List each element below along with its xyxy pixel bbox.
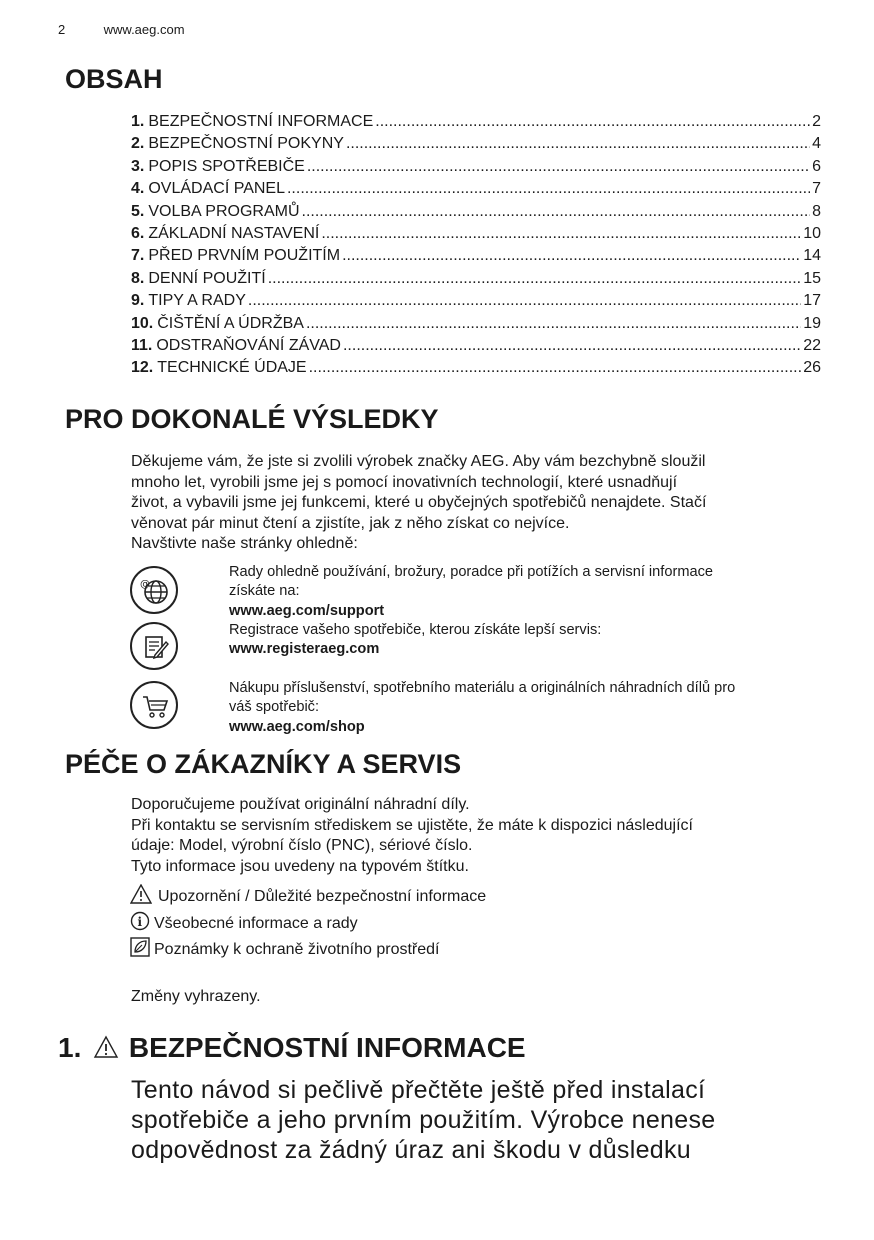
service-line: Při kontaktu se servisním střediskem se ujistěte, že máte k dispozici následující [131, 816, 693, 834]
shop-text: váš spotřebič: [229, 699, 320, 716]
toc-item-number: 7. [131, 247, 145, 265]
toc-item-page: 17 [803, 292, 821, 310]
toc-item-page: 15 [803, 269, 821, 287]
toc-leader [375, 111, 810, 133]
toc-item-number: 1. [131, 113, 145, 130]
safety-number: 1. [58, 1032, 82, 1063]
toc-item-page: 19 [803, 314, 821, 332]
toc-item[interactable] [131, 201, 821, 223]
toc-item-label: ZÁKLADNÍ NASTAVENÍ [148, 225, 320, 243]
legend-environment [130, 937, 439, 963]
toc-item-label: BEZPEČNOSTNÍ INFORMACE [148, 113, 374, 130]
safety-intro [131, 1075, 831, 1165]
service-title: PÉČE O ZÁKAZNÍKY A SERVIS [65, 749, 462, 779]
register-text: Registrace vašeho spotřebiče, kterou získáte lepší servis: [229, 622, 602, 638]
globe-icon [130, 566, 178, 614]
toc-item-page: 7 [812, 180, 821, 198]
toc-item-page: 10 [803, 225, 821, 243]
toc-leader [248, 290, 801, 312]
toc-item-page: 22 [803, 337, 821, 355]
service-line: údaje: Model, výrobní číslo (PNC), sériové číslo. [131, 837, 473, 855]
toc-item-label: BEZPEČNOSTNÍ POKYNY [148, 135, 344, 153]
toc-item-label: TECHNICKÉ ÚDAJE [157, 359, 307, 377]
toc-item-number: 6. [131, 225, 145, 243]
intro-line: mnoho let, vyrobili jsme jej s pomocí inovativních technologií, které usnadňují [131, 473, 678, 491]
toc-item-label: POPIS SPOTŘEBIČE [148, 157, 305, 175]
toc-item-label: ČIŠTĚNÍ A ÚDRŽBA [157, 314, 304, 332]
toc-item[interactable] [131, 178, 821, 200]
toc-item-label: DENNÍ POUŽITÍ [148, 269, 266, 287]
toc-item[interactable] [131, 156, 821, 178]
toc-item-page: 26 [803, 359, 821, 377]
shop-url-link[interactable]: www.aeg.com/shop [229, 718, 365, 735]
toc-leader [307, 156, 810, 178]
results-title: PRO DOKONALÉ VÝSLEDKY [65, 404, 439, 434]
registration-icon [130, 622, 178, 670]
toc-item-number: 8. [131, 269, 145, 287]
toc-leader [346, 133, 810, 155]
toc-item-number: 2. [131, 135, 145, 153]
register-url-link[interactable]: www.registeraeg.com [229, 641, 380, 658]
service-line: Doporučujeme používat originální náhradní díly. [131, 796, 470, 813]
legend-warning [130, 884, 486, 910]
toc-leader [287, 178, 810, 200]
toc-leader [306, 313, 801, 335]
warning-icon [93, 1034, 119, 1066]
toc-item-label: OVLÁDACÍ PANEL [148, 180, 285, 198]
safety-heading [58, 1032, 526, 1066]
safety-line: Tento návod si pečlivě přečtěte ještě před instalací [131, 1076, 706, 1104]
toc-item-page: 8 [812, 202, 821, 220]
toc-item[interactable] [131, 111, 821, 133]
toc-item[interactable] [131, 245, 821, 267]
toc-item-label: TIPY A RADY [148, 292, 246, 310]
support-url-link[interactable]: www.aeg.com/support [229, 602, 385, 619]
results-intro [131, 452, 821, 555]
toc-leader [342, 245, 801, 267]
toc-item-number: 4. [131, 180, 145, 198]
legend-info-label: Všeobecné informace a rady [154, 915, 358, 932]
toc-leader [343, 335, 801, 357]
environment-icon [130, 937, 150, 963]
toc-item-number: 9. [131, 292, 145, 310]
legend-info [130, 911, 358, 937]
toc-title: OBSAH [65, 64, 163, 94]
support-text: získáte na: [229, 583, 300, 600]
service-line: Tyto informace jsou uvedeny na typovém štítku. [131, 857, 469, 875]
info-icon [130, 911, 150, 937]
toc-leader [268, 268, 802, 290]
intro-line: život, a vybavili jsme jej funkcemi, které u obyčejných spotřebičů nenajdete. Stačí [131, 494, 707, 512]
toc-item[interactable] [131, 335, 821, 357]
toc-item-label: VOLBA PROGRAMŮ [148, 202, 300, 220]
safety-line: spotřebiče a jeho prvním použitím. Výrobce nenese [131, 1106, 716, 1134]
safety-title: BEZPEČNOSTNÍ INFORMACE [128, 1032, 526, 1063]
svg-text:@: @ [140, 579, 150, 590]
toc-item-number: 3. [131, 157, 145, 175]
toc-leader [309, 357, 802, 379]
page-number: 2 [58, 22, 66, 37]
shop-text: Nákupu příslušenství, spotřebního materiálu a originálních náhradních dílů pro [229, 680, 736, 696]
warning-icon [130, 884, 152, 910]
toc-item-number: 10. [131, 314, 154, 332]
toc-item[interactable] [131, 133, 821, 155]
toc-item-page: 14 [803, 247, 821, 265]
toc-item[interactable] [131, 290, 821, 312]
svg-text:i: i [137, 915, 143, 929]
toc-item-page: 4 [812, 135, 821, 153]
support-text: Rady ohledně používání, brožury, poradce při potížích a servisní informace [229, 564, 714, 580]
toc-item-page: 2 [812, 113, 821, 130]
service-text [131, 795, 821, 877]
toc-leader [302, 201, 811, 223]
website-url: www.aeg.com [103, 22, 185, 37]
toc-item-number: 11. [131, 337, 153, 355]
toc-item-page: 6 [812, 157, 821, 175]
toc-item-number: 12. [131, 359, 154, 377]
toc-item[interactable] [131, 357, 821, 379]
legend-environment-label: Poznámky k ochraně životního prostředí [154, 941, 440, 958]
safety-line: odpovědnost za žádný úraz ani škodu v důsledku [131, 1136, 691, 1164]
toc-item[interactable] [131, 223, 821, 245]
intro-line: Navštivte naše stránky ohledně: [131, 535, 358, 553]
shopping-cart-icon [130, 681, 178, 729]
page-header [58, 22, 185, 37]
changes-note: Změny vyhrazeny. [131, 988, 261, 1005]
toc-item-number: 5. [131, 202, 145, 220]
toc-item[interactable] [131, 313, 821, 335]
intro-line: Děkujeme vám, že jste si zvolili výrobek značky AEG. Aby vám bezchybně sloužil [131, 453, 706, 470]
toc-leader [321, 223, 801, 245]
table-of-contents [131, 111, 821, 380]
legend-warning-label: Upozornění / Důležité bezpečnostní informace [158, 888, 487, 905]
toc-item[interactable] [131, 268, 821, 290]
intro-line: věnovat pár minut čtení a zjistíte, jak z něho získat co nejvíce. [131, 514, 570, 532]
toc-item-label: PŘED PRVNÍM POUŽITÍM [148, 247, 341, 265]
toc-item-label: ODSTRAŇOVÁNÍ ZÁVAD [156, 337, 341, 355]
